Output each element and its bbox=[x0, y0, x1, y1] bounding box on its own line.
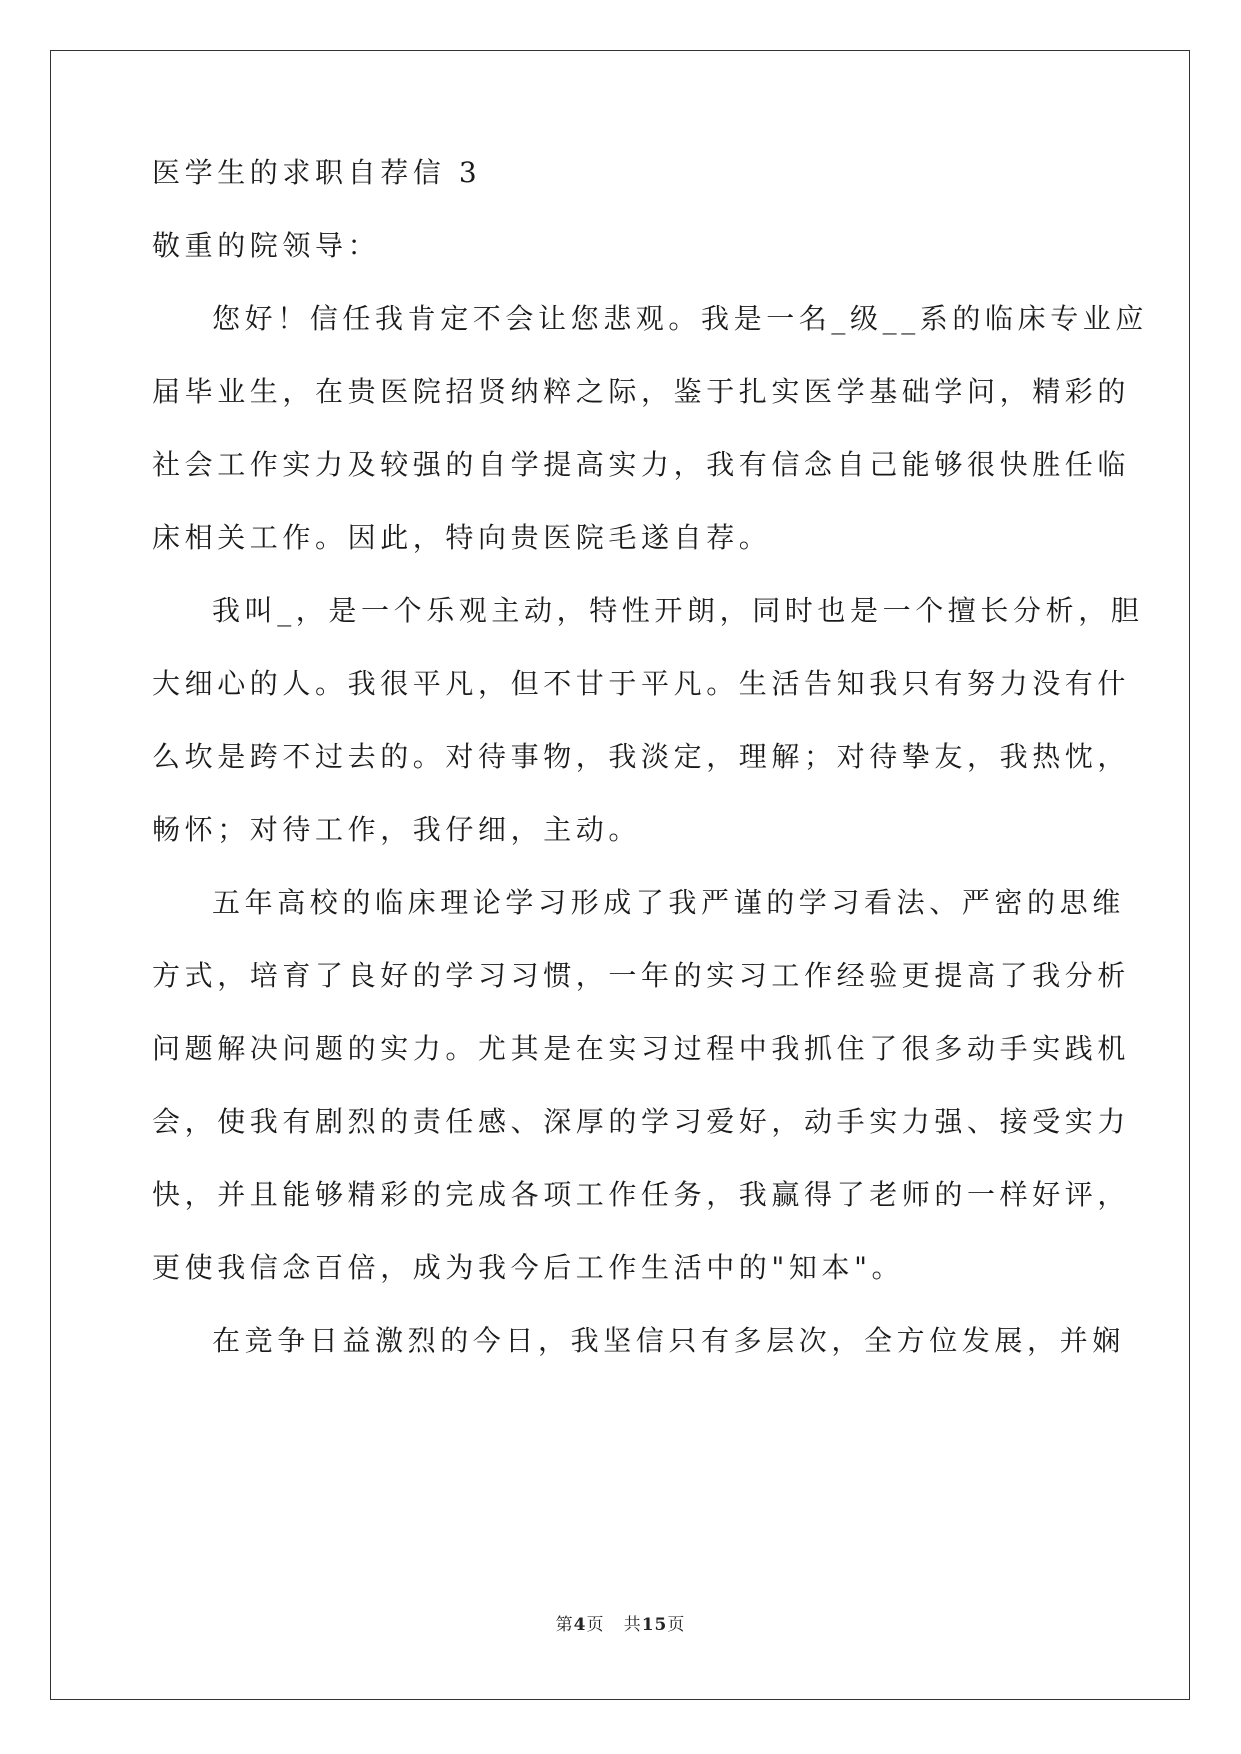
page-prefix: 第 bbox=[555, 1615, 574, 1635]
body-line: 畅怀；对待工作，我仔细，主动。 bbox=[152, 813, 642, 846]
body-line: 更使我信念百倍，成为我今后工作生活中的"知本"。 bbox=[152, 1251, 905, 1284]
body-line: 您好！信任我肯定不会让您悲观。我是一名_级__系的临床专业应 bbox=[212, 302, 1149, 335]
body-line: 社会工作实力及较强的自学提高实力，我有信念自己能够很快胜任临 bbox=[152, 448, 1131, 481]
page-number: 4 bbox=[573, 1615, 587, 1635]
page-footer bbox=[0, 1610, 1241, 1635]
page-suffix: 页 bbox=[586, 1615, 605, 1635]
body-line: 快，并且能够精彩的完成各项工作任务，我赢得了老师的一样好评， bbox=[152, 1178, 1131, 1211]
total-pages: 15 bbox=[641, 1615, 668, 1635]
body-line: 方式，培育了良好的学习习惯，一年的实习工作经验更提高了我分析 bbox=[152, 959, 1131, 992]
body-line: 大细心的人。我很平凡，但不甘于平凡。生活告知我只有努力没有什 bbox=[152, 667, 1131, 700]
page-border bbox=[50, 50, 1190, 1700]
document-title: 医学生的求职自荐信 3 bbox=[152, 156, 482, 189]
body-line: 五年高校的临床理论学习形成了我严谨的学习看法、严密的思维 bbox=[212, 886, 1125, 919]
body-line: 会，使我有剧烈的责任感、深厚的学习爱好，动手实力强、接受实力 bbox=[152, 1105, 1131, 1138]
body-line: 我叫_，是一个乐观主动，特性开朗，同时也是一个擅长分析，胆 bbox=[212, 594, 1144, 627]
body-line: 在竞争日益激烈的今日，我坚信只有多层次，全方位发展，并娴 bbox=[212, 1324, 1125, 1357]
body-line: 么坎是跨不过去的。对待事物，我淡定，理解；对待挚友，我热忱， bbox=[152, 740, 1131, 773]
body-line: 床相关工作。因此，特向贵医院毛遂自荐。 bbox=[152, 521, 772, 554]
body-line: 问题解决问题的实力。尤其是在实习过程中我抓住了很多动手实践机 bbox=[152, 1032, 1131, 1065]
total-suffix: 页 bbox=[667, 1615, 686, 1635]
body-line: 届毕业生，在贵医院招贤纳粹之际，鉴于扎实医学基础学问，精彩的 bbox=[152, 375, 1131, 408]
total-prefix: 共 bbox=[623, 1615, 642, 1635]
salutation: 敬重的院领导： bbox=[152, 229, 381, 262]
